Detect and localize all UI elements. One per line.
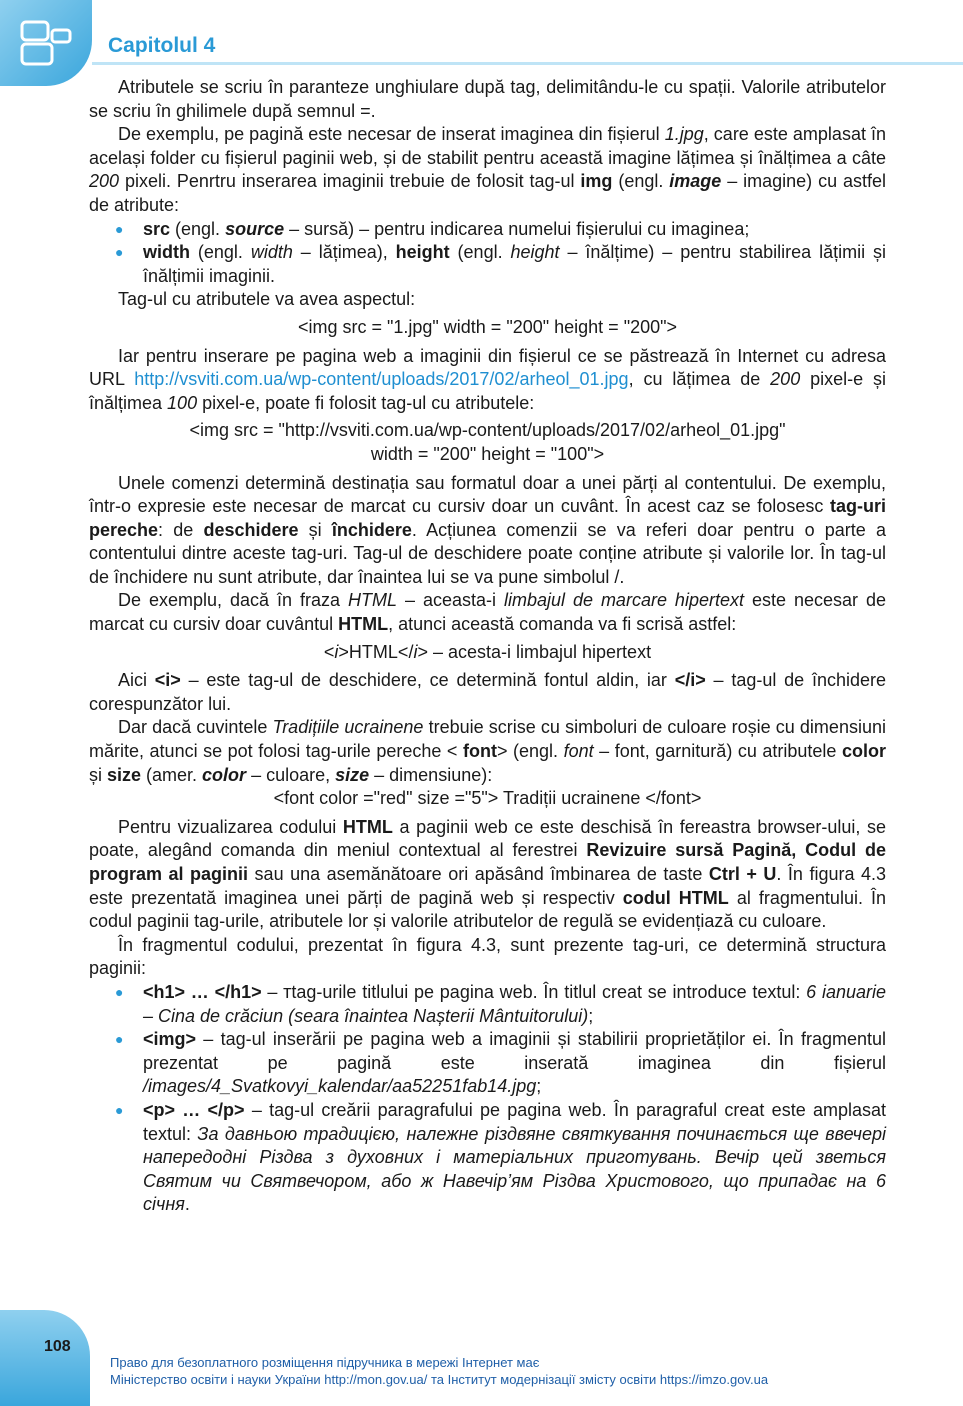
text: și [89,764,107,785]
page-number-tab [0,1310,90,1406]
text-bold: size [107,764,142,785]
text: De exemplu, pe pagină este necesar de inserat imaginea din fișierul [118,124,665,145]
text-bold: codul HTML [622,887,729,908]
text-bold-italic: image [669,171,722,192]
text: – imagine) cu astfel de atribute: [89,171,887,215]
text: – culoare, [246,764,336,785]
paragraph [89,472,886,590]
text: – înălțime) – pentru stabilirea lățimii și înălțimii imaginii. [143,242,886,286]
list-item [115,241,886,288]
text-bold: <h1> … </h1> [143,981,262,1002]
text: trebuie scrise cu simboluri de culoare roșie cu dimensiuni mărite, atunci se pot folosi tag-urile pereche < [89,717,886,762]
text-bold: Revizuire sursă Pagină, Codul de program al paginii [89,840,886,884]
text-bold: <img> [143,1029,197,1050]
code-line: <img src = "1.jpg" width = "200" height = "200"> [297,316,678,337]
bullet-icon: ● [115,1101,124,1118]
code-line: <font color ="red" size ="5"> Tradiții ucrainene </font> [273,788,702,809]
text-bold-italic: color [202,764,247,785]
text: > – acesta-i limbajul hipertext [417,641,652,662]
text-bold: Ctrl + U [708,864,777,884]
text: (engl. [612,171,670,192]
footer-line: Право для безоплатного розміщення підручника в мережі Інтернет має [110,1355,540,1370]
text: (engl. [170,218,226,239]
text: și [298,519,332,540]
paragraph [89,76,886,123]
chapter-icon [18,14,76,70]
code-block [89,419,886,466]
text-italic: /images/4_Svatkovyi_kalendar/aa52251fab14.jpg [143,1076,537,1097]
text-italic: width [250,242,293,263]
text: – sursă) – pentru indicarea numelui fișierului cu imaginea; [284,218,750,239]
list-item [115,218,886,242]
text-bold: închidere [331,519,412,540]
text: > (engl. [496,741,564,762]
text: În fragmentul codului, prezentat în figura 4.3, sunt prezente tag-uri, ce determină structura paginii: [89,934,886,979]
bullet-icon: ● [115,1031,124,1048]
text: Tag-ul cu atributele va avea aspectul: [118,289,416,310]
text: pixel-e și înălțimea [89,369,887,413]
text: Aici [118,670,155,691]
text: Dar dacă cuvintele [118,717,273,738]
text: . Acțiunea comenzii se va referi doar pentru o parte a contentului dintre aceste tag-uri. Tag-ul de deschidere poate conține atribute și valorile lor. În tag-ul de închidere nu sunt atribute, dar înaintea lui se va pune simbolul /. [89,519,886,587]
text-bold: HTML [342,816,393,837]
text: – тtag-urile titlului pe pagina web. În titlul creat se introduce textul: [261,981,807,1002]
bullet-icon: ● [115,244,124,261]
text-italic: i [334,641,339,662]
list-item [115,1028,886,1099]
text-bold: HTML [338,614,389,635]
paragraph [89,589,886,636]
text-italic: limbajul de marcare hipertext [503,590,744,611]
text: De exemplu, dacă în fraza [118,590,348,611]
text-italic: Tradițiile ucrainene [272,717,424,738]
text-italic: height [510,242,560,263]
list-item [115,981,886,1028]
text-italic: 200 [89,171,120,192]
attribute-list [89,218,886,289]
text-italic: HTML [347,590,397,611]
text: – este tag-ul de deschidere, ce determină fontul aldin, iar [180,670,675,691]
text: este necesar de marcat cu cursiv doar cuvântul [89,590,886,635]
text-italic: 1.jpg [664,124,704,145]
bullet-icon: ● [115,220,124,237]
text: – tag-ul creării paragrafului pe pagina web. În paragraful creat este amplasat textul: [143,1099,886,1144]
text: ; [536,1076,542,1097]
text-italic: i [413,641,418,662]
text-italic: 6 ianuarie – Cina de crăciun (seara înaintea Nașterii Mântuitorului) [143,981,886,1026]
text-bold: </i> [674,670,706,691]
text-bold: img [580,171,613,192]
text-bold: <p> … </p> [143,1099,245,1120]
text: Pentru vizualizarea codului [118,816,343,837]
text: – tag-ul inserării pe pagina web a imaginii și stabilirii proprietăților ei. În fragmentul prezentat pe pagină este inserată imaginea din fișierul [143,1029,886,1073]
text-bold: width [143,242,190,263]
text: – aceasta-i [396,590,504,611]
text-italic: 100 [167,392,198,413]
code-line [89,641,886,665]
text: al fragmentului. În codul paginii tag-urile, atributele lor și valorile atributelor de regulă se evidențiază cu culoare. [89,887,887,932]
text: : de [158,519,204,540]
chapter-corner-tab [0,0,92,86]
text: (engl. [449,242,511,263]
text: . În figura 4.3 este prezentată imaginea unei părți de pagină web și respectiv [89,864,887,908]
text: >HTML</ [338,641,414,662]
text: pixeli. Penrtru inserarea imaginii trebuie de folosit tag-ul [119,171,581,192]
text: Iar pentru inserare pe pagina web a imaginii din fișierul ce se păstrează în Internet cu adresa URL [89,345,886,390]
paragraph [89,288,886,312]
text: a paginii web ce este deschisă în fereastra browser-ului, se poate, alegând comanda din meniul contextual al ferestrei [89,816,886,861]
text-italic: font [563,741,594,762]
text-italic: За давньою традицією, належне різдвяне святкування починається ще ввечері напередодні Різдва з духовних і матеріальних приготувань. Вечір цей зветься Святим чи Святвечором, або ж Навечір’ям Різдва Христового, що припадає на 6 січня [143,1123,886,1215]
text: Atributele se scriu în paranteze unghiulare după tag, delimitându-le cu spații. Valorile atributelor se scriu în ghilimele după semnul =. [89,77,886,121]
chapter-title: Capitolul 4 [108,34,216,57]
text-bold-italic: source [225,218,285,239]
text: – tag-ul de închidere corespunzător lui. [89,670,886,714]
paragraph [89,669,886,716]
text-bold-italic: size [335,764,370,785]
text: , care este amplasat în același folder cu fișierul paginii web, și de stabilit pentru această imagine lățimea și înălțimea a câte [89,124,886,168]
text-bold: font [462,741,497,762]
text-bold: deschidere [203,519,299,540]
text: ; [588,1005,594,1026]
text: – lățimea), [292,242,396,263]
text-bold: <i> [154,670,181,691]
text: , cu lățimea de [628,369,771,390]
list-item [115,1099,886,1217]
paragraph [89,934,886,981]
text: – dimensiune): [369,764,493,785]
paragraph [89,345,886,416]
header-rule [92,62,963,65]
text: – font, garnitură) cu atributele [593,741,842,762]
text: (amer. [141,764,203,785]
paragraph [89,716,886,787]
text: < [323,641,335,662]
page-number: 108 [44,1338,71,1355]
paragraph [89,123,886,217]
footer-notice [110,1354,768,1388]
text-bold: height [395,242,450,263]
footer-line: Міністерство освіти і науки України http://mon.gov.ua/ та Інститут модернізації змісту освіти https://imzo.gov.ua [110,1372,769,1387]
text: pixel-e, poate fi folosit tag-ul cu atributele: [197,392,535,413]
text-bold: tag-uri pereche [89,496,886,540]
text-bold: src [143,218,171,239]
text: Unele comenzi determină destinația sau formatul doar a unei părți al contentului. De exemplu, într-o expresie este necesar de marcat cu cursiv doar un cuvânt. În acest caz se folosesc [89,472,886,517]
text: sau una asemănătoare ori apăsând îmbinarea de taste [248,864,709,884]
text-italic: 200 [770,369,801,390]
bullet-icon: ● [115,983,124,1000]
text: (engl. [190,242,251,263]
code-line: <img src = "http://vsviti.com.ua/wp-content/uploads/2017/02/arheol_01.jpg" [189,420,786,441]
text: . [184,1194,190,1215]
text: , atunci această comanda va fi scrisă astfel: [388,614,737,635]
text-bold: color [841,741,886,762]
tag-list [89,981,886,1217]
page-content [89,76,886,1217]
image-url-link[interactable]: http://vsviti.com.ua/wp-content/uploads/2017/02/arheol_01.jpg [134,369,629,390]
code-line: width = "200" height = "100"> [370,443,605,464]
paragraph [89,816,886,934]
